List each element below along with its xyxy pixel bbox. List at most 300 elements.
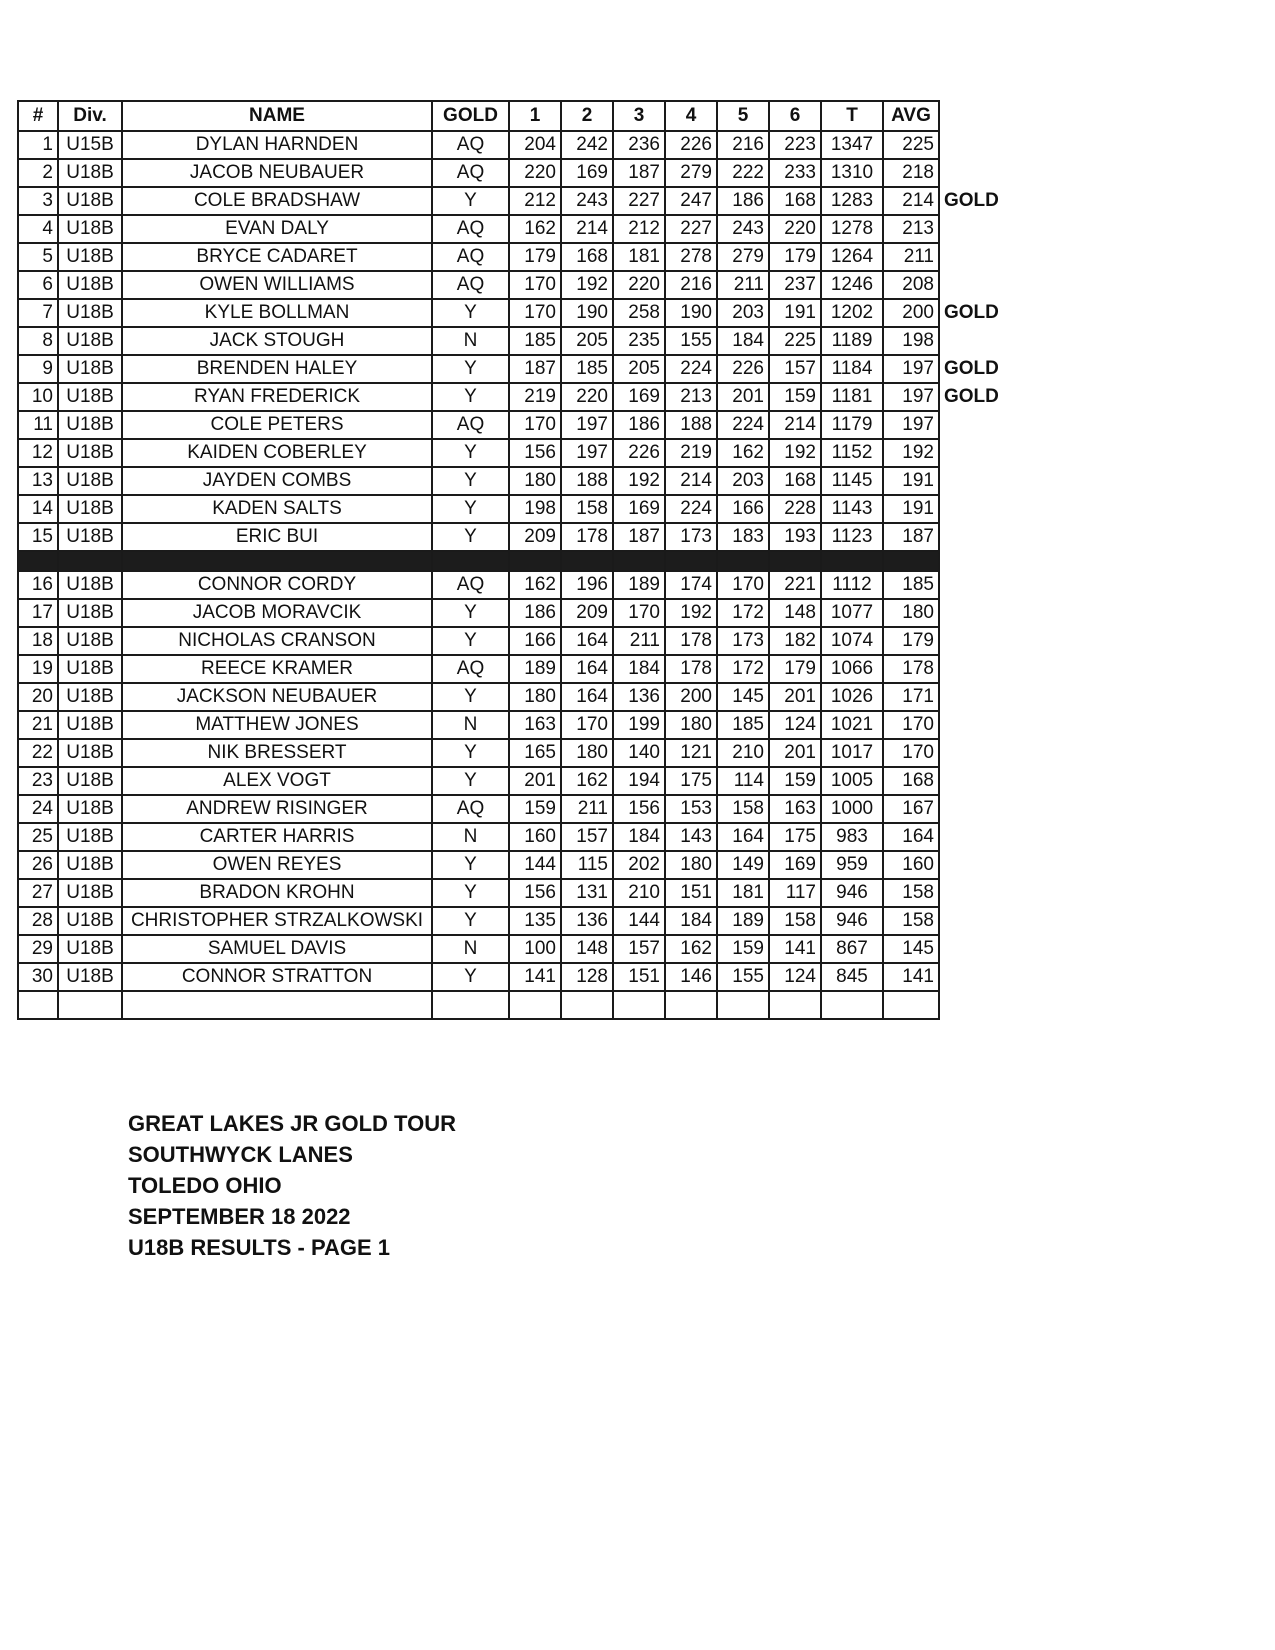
game-6-cell: 179 — [769, 655, 821, 683]
game-6-cell: 201 — [769, 683, 821, 711]
average-cell: 164 — [883, 823, 939, 851]
gold-cell: Y — [432, 299, 509, 327]
game-4-cell: 224 — [665, 495, 717, 523]
total-cell: 1000 — [821, 795, 883, 823]
game-5-cell: 164 — [717, 823, 769, 851]
total-cell: 1017 — [821, 739, 883, 767]
game-4-cell: 200 — [665, 683, 717, 711]
game-1-cell: 100 — [509, 935, 561, 963]
game-6-cell: 191 — [769, 299, 821, 327]
rank-cell: 8 — [18, 327, 58, 355]
gold-cell: Y — [432, 523, 509, 551]
rank-cell: 17 — [18, 599, 58, 627]
division-cell: U18B — [58, 383, 122, 411]
game-6-cell: 148 — [769, 599, 821, 627]
average-cell: 197 — [883, 355, 939, 383]
division-cell: U18B — [58, 411, 122, 439]
average-header: AVG — [883, 101, 939, 131]
gold-cell: Y — [432, 851, 509, 879]
rank-cell: 20 — [18, 683, 58, 711]
table-row — [18, 739, 1004, 767]
division-cell: U18B — [58, 599, 122, 627]
game-5-cell: 203 — [717, 467, 769, 495]
divider-cell — [613, 551, 665, 571]
gold-note-cell: GOLD — [944, 302, 999, 323]
table-row — [18, 523, 1004, 551]
blank-cell — [122, 991, 432, 1019]
table-row — [18, 655, 1004, 683]
event-info — [128, 1108, 456, 1263]
division-cell: U18B — [58, 767, 122, 795]
game-4-cell: 213 — [665, 383, 717, 411]
game-6-cell: 223 — [769, 131, 821, 159]
divider-cell — [883, 551, 939, 571]
game-5-cell: 184 — [717, 327, 769, 355]
game-2-cell: 170 — [561, 711, 613, 739]
average-cell: 178 — [883, 655, 939, 683]
game-5-cell: 145 — [717, 683, 769, 711]
gold-note-cell — [939, 243, 1004, 271]
division-cell: U18B — [58, 467, 122, 495]
game-6-cell: 175 — [769, 823, 821, 851]
total-cell: 1246 — [821, 271, 883, 299]
game-4-cell: 173 — [665, 523, 717, 551]
name-cell: ANDREW RISINGER — [122, 795, 432, 823]
game-4-cell: 174 — [665, 571, 717, 599]
gold-cell: Y — [432, 187, 509, 215]
table-row — [18, 299, 1004, 327]
table-row — [18, 159, 1004, 187]
rank-header: # — [18, 101, 58, 131]
game-2-cell: 205 — [561, 327, 613, 355]
game-1-cell: 204 — [509, 131, 561, 159]
game-5-cell: 172 — [717, 655, 769, 683]
blank-cell — [883, 991, 939, 1019]
division-cell: U18B — [58, 879, 122, 907]
gold-cell: Y — [432, 767, 509, 795]
game-5-cell: 149 — [717, 851, 769, 879]
game-3-cell: 199 — [613, 711, 665, 739]
game-1-cell: 179 — [509, 243, 561, 271]
game-4-cell: 219 — [665, 439, 717, 467]
game-2-cell: 214 — [561, 215, 613, 243]
game-2-cell: 164 — [561, 655, 613, 683]
game-4-cell: 214 — [665, 467, 717, 495]
blank-cell — [665, 991, 717, 1019]
game-3-cell: 187 — [613, 159, 665, 187]
gold-note-cell — [939, 711, 1004, 739]
gold-cell: AQ — [432, 411, 509, 439]
game-3-cell: 144 — [613, 907, 665, 935]
average-cell: 197 — [883, 383, 939, 411]
gold-note-cell — [939, 739, 1004, 767]
game-2-cell: 115 — [561, 851, 613, 879]
game-6-cell: 192 — [769, 439, 821, 467]
gold-cell: Y — [432, 879, 509, 907]
game-5-cell: 226 — [717, 355, 769, 383]
table-row — [18, 187, 1004, 215]
gold-cell: Y — [432, 495, 509, 523]
gold-note-cell — [939, 599, 1004, 627]
division-cell: U18B — [58, 655, 122, 683]
venue-location: TOLEDO OHIO — [128, 1173, 282, 1198]
table-row — [18, 907, 1004, 935]
gold-note-cell — [939, 767, 1004, 795]
game-4-cell: 178 — [665, 655, 717, 683]
total-cell: 1179 — [821, 411, 883, 439]
rank-cell: 4 — [18, 215, 58, 243]
game-6-cell: 163 — [769, 795, 821, 823]
game-1-cell: 186 — [509, 599, 561, 627]
division-cell: U18B — [58, 795, 122, 823]
divider-cell — [122, 551, 432, 571]
name-cell: COLE PETERS — [122, 411, 432, 439]
game-2-cell: 190 — [561, 299, 613, 327]
gold-note-cell — [939, 495, 1004, 523]
rank-cell: 18 — [18, 627, 58, 655]
game-6-cell: 233 — [769, 159, 821, 187]
game-5-cell: 114 — [717, 767, 769, 795]
game-6-cell: 169 — [769, 851, 821, 879]
name-cell: BRYCE CADARET — [122, 243, 432, 271]
game-3-cell: 157 — [613, 935, 665, 963]
total-cell: 1189 — [821, 327, 883, 355]
game-3-cell: 170 — [613, 599, 665, 627]
game-1-cell: 156 — [509, 439, 561, 467]
table-row — [18, 599, 1004, 627]
game-1-cell: 187 — [509, 355, 561, 383]
average-cell: 214 — [883, 187, 939, 215]
average-cell: 170 — [883, 711, 939, 739]
game-2-cell: 164 — [561, 683, 613, 711]
game-1-cell: 135 — [509, 907, 561, 935]
rank-cell: 7 — [18, 299, 58, 327]
game-3-cell: 227 — [613, 187, 665, 215]
total-header: T — [821, 101, 883, 131]
game-3-cell: 184 — [613, 823, 665, 851]
division-cell: U18B — [58, 355, 122, 383]
game-4-cell: 180 — [665, 711, 717, 739]
gold-cell: N — [432, 823, 509, 851]
name-cell: COLE BRADSHAW — [122, 187, 432, 215]
division-cell: U18B — [58, 963, 122, 991]
game-6-cell: 201 — [769, 739, 821, 767]
name-cell: KAIDEN COBERLEY — [122, 439, 432, 467]
blank-cell — [821, 991, 883, 1019]
gold-cell: AQ — [432, 571, 509, 599]
rank-cell: 23 — [18, 767, 58, 795]
total-cell: 845 — [821, 963, 883, 991]
name-cell: JAYDEN COMBS — [122, 467, 432, 495]
gold-note-cell — [939, 655, 1004, 683]
game-2-cell: 197 — [561, 439, 613, 467]
game-1-cell: 170 — [509, 411, 561, 439]
results-table — [17, 100, 1005, 1020]
total-cell: 1143 — [821, 495, 883, 523]
gold-note-cell — [939, 327, 1004, 355]
game-6-cell: 221 — [769, 571, 821, 599]
division-cell: U18B — [58, 739, 122, 767]
gold-cell: Y — [432, 439, 509, 467]
total-cell: 1005 — [821, 767, 883, 795]
divider-note-spacer — [939, 551, 1004, 571]
total-cell: 959 — [821, 851, 883, 879]
division-cell: U18B — [58, 187, 122, 215]
average-cell: 191 — [883, 495, 939, 523]
game-5-cell: 203 — [717, 299, 769, 327]
total-cell: 1310 — [821, 159, 883, 187]
rank-cell: 11 — [18, 411, 58, 439]
rank-cell: 6 — [18, 271, 58, 299]
division-cell: U15B — [58, 131, 122, 159]
game-1-cell: 170 — [509, 271, 561, 299]
name-cell: JACKSON NEUBAUER — [122, 683, 432, 711]
game-2-cell: 162 — [561, 767, 613, 795]
average-cell: 170 — [883, 739, 939, 767]
game-6-cell: 225 — [769, 327, 821, 355]
blank-cell — [613, 991, 665, 1019]
name-cell: CONNOR STRATTON — [122, 963, 432, 991]
table-row — [18, 439, 1004, 467]
game-1-cell: 198 — [509, 495, 561, 523]
rank-cell: 29 — [18, 935, 58, 963]
rank-cell: 12 — [18, 439, 58, 467]
average-cell: 218 — [883, 159, 939, 187]
average-cell: 145 — [883, 935, 939, 963]
game-5-cell: 172 — [717, 599, 769, 627]
game-1-cell: 160 — [509, 823, 561, 851]
game-2-cell: 136 — [561, 907, 613, 935]
rank-cell: 28 — [18, 907, 58, 935]
name-cell: EVAN DALY — [122, 215, 432, 243]
game-3-cell: 151 — [613, 963, 665, 991]
game-4-cell: 227 — [665, 215, 717, 243]
gold-note-cell — [939, 131, 1004, 159]
rank-cell: 14 — [18, 495, 58, 523]
game-6-cell: 141 — [769, 935, 821, 963]
game-4-cell: 143 — [665, 823, 717, 851]
game-3-cell: 226 — [613, 439, 665, 467]
gold-note-cell — [939, 823, 1004, 851]
division-header: Div. — [58, 101, 122, 131]
name-cell: KYLE BOLLMAN — [122, 299, 432, 327]
game-1-cell: 185 — [509, 327, 561, 355]
game-2-header: 2 — [561, 101, 613, 131]
rank-cell: 3 — [18, 187, 58, 215]
divider-cell — [432, 551, 509, 571]
header-row — [18, 101, 1004, 131]
game-3-header: 3 — [613, 101, 665, 131]
game-5-cell: 181 — [717, 879, 769, 907]
game-3-cell: 202 — [613, 851, 665, 879]
rank-cell: 9 — [18, 355, 58, 383]
average-cell: 158 — [883, 907, 939, 935]
gold-note-cell: GOLD — [944, 386, 999, 407]
rank-cell: 2 — [18, 159, 58, 187]
name-cell: KADEN SALTS — [122, 495, 432, 523]
average-cell: 180 — [883, 599, 939, 627]
game-3-cell: 212 — [613, 215, 665, 243]
gold-note-cell — [939, 935, 1004, 963]
total-cell: 1202 — [821, 299, 883, 327]
game-4-cell: 184 — [665, 907, 717, 935]
game-4-cell: 180 — [665, 851, 717, 879]
total-cell: 1145 — [821, 467, 883, 495]
blank-cell — [432, 991, 509, 1019]
blank-cell — [561, 991, 613, 1019]
game-3-cell: 194 — [613, 767, 665, 795]
game-5-cell: 189 — [717, 907, 769, 935]
gold-note-cell: GOLD — [944, 190, 999, 211]
gold-note-cell — [939, 439, 1004, 467]
gold-note-cell — [939, 879, 1004, 907]
rank-cell: 19 — [18, 655, 58, 683]
table-row — [18, 627, 1004, 655]
table-row — [18, 243, 1004, 271]
average-cell: 198 — [883, 327, 939, 355]
game-5-cell: 173 — [717, 627, 769, 655]
game-5-cell: 185 — [717, 711, 769, 739]
gold-cell: AQ — [432, 131, 509, 159]
game-4-cell: 188 — [665, 411, 717, 439]
average-cell: 225 — [883, 131, 939, 159]
total-cell: 1123 — [821, 523, 883, 551]
total-cell: 1283 — [821, 187, 883, 215]
total-cell: 1278 — [821, 215, 883, 243]
name-cell: ALEX VOGT — [122, 767, 432, 795]
game-1-cell: 201 — [509, 767, 561, 795]
total-cell: 1077 — [821, 599, 883, 627]
game-3-cell: 205 — [613, 355, 665, 383]
average-cell: 197 — [883, 411, 939, 439]
division-cell: U18B — [58, 571, 122, 599]
name-cell: DYLAN HARNDEN — [122, 131, 432, 159]
game-6-cell: 158 — [769, 907, 821, 935]
game-6-cell: 237 — [769, 271, 821, 299]
average-cell: 191 — [883, 467, 939, 495]
game-2-cell: 197 — [561, 411, 613, 439]
gold-note-cell — [939, 215, 1004, 243]
gold-note-cell: GOLD — [944, 358, 999, 379]
blank-cell — [58, 991, 122, 1019]
blank-cell — [18, 991, 58, 1019]
rank-cell: 16 — [18, 571, 58, 599]
average-cell: 168 — [883, 767, 939, 795]
game-2-cell: 209 — [561, 599, 613, 627]
table-row — [18, 383, 1004, 411]
game-5-cell: 216 — [717, 131, 769, 159]
divider-cell — [561, 551, 613, 571]
game-1-cell: 144 — [509, 851, 561, 879]
rank-cell: 10 — [18, 383, 58, 411]
division-cell: U18B — [58, 271, 122, 299]
game-6-cell: 179 — [769, 243, 821, 271]
gold-header: GOLD — [432, 101, 509, 131]
game-4-cell: 226 — [665, 131, 717, 159]
game-4-cell: 224 — [665, 355, 717, 383]
total-cell: 1026 — [821, 683, 883, 711]
name-cell: SAMUEL DAVIS — [122, 935, 432, 963]
game-1-cell: 180 — [509, 683, 561, 711]
gold-cell: AQ — [432, 795, 509, 823]
game-6-header: 6 — [769, 101, 821, 131]
rank-cell: 1 — [18, 131, 58, 159]
game-3-cell: 186 — [613, 411, 665, 439]
game-6-cell: 182 — [769, 627, 821, 655]
division-cell: U18B — [58, 711, 122, 739]
game-1-cell: 159 — [509, 795, 561, 823]
name-cell: BRENDEN HALEY — [122, 355, 432, 383]
total-cell: 1264 — [821, 243, 883, 271]
game-1-cell: 162 — [509, 215, 561, 243]
division-cell: U18B — [58, 907, 122, 935]
total-cell: 1112 — [821, 571, 883, 599]
game-1-cell: 212 — [509, 187, 561, 215]
divider-cell — [717, 551, 769, 571]
game-2-cell: 131 — [561, 879, 613, 907]
blank-cell — [509, 991, 561, 1019]
game-2-cell: 243 — [561, 187, 613, 215]
game-5-cell: 186 — [717, 187, 769, 215]
average-cell: 200 — [883, 299, 939, 327]
gold-note-cell — [939, 907, 1004, 935]
game-2-cell: 220 — [561, 383, 613, 411]
game-4-cell: 151 — [665, 879, 717, 907]
total-cell: 1347 — [821, 131, 883, 159]
game-5-cell: 224 — [717, 411, 769, 439]
table-row — [18, 215, 1004, 243]
game-4-cell: 162 — [665, 935, 717, 963]
gold-cell: Y — [432, 683, 509, 711]
divider-cell — [509, 551, 561, 571]
division-cell: U18B — [58, 159, 122, 187]
game-5-header: 5 — [717, 101, 769, 131]
game-1-cell: 180 — [509, 467, 561, 495]
game-4-cell: 192 — [665, 599, 717, 627]
total-cell: 1074 — [821, 627, 883, 655]
name-cell: CHRISTOPHER STRZALKOWSKI — [122, 907, 432, 935]
table-row — [18, 571, 1004, 599]
division-cell: U18B — [58, 683, 122, 711]
game-2-cell: 178 — [561, 523, 613, 551]
name-cell: RYAN FREDERICK — [122, 383, 432, 411]
game-5-cell: 210 — [717, 739, 769, 767]
gold-note-cell — [939, 411, 1004, 439]
name-cell: NIK BRESSERT — [122, 739, 432, 767]
game-3-cell: 156 — [613, 795, 665, 823]
game-6-cell: 168 — [769, 467, 821, 495]
gold-cell: Y — [432, 355, 509, 383]
average-cell: 179 — [883, 627, 939, 655]
tour-name: GREAT LAKES JR GOLD TOUR — [128, 1111, 456, 1136]
gold-note-cell — [939, 523, 1004, 551]
divider-cell — [665, 551, 717, 571]
gold-cell: Y — [432, 963, 509, 991]
total-cell: 946 — [821, 879, 883, 907]
average-cell: 208 — [883, 271, 939, 299]
total-cell: 983 — [821, 823, 883, 851]
gold-cell: Y — [432, 599, 509, 627]
division-cell: U18B — [58, 439, 122, 467]
table-row — [18, 683, 1004, 711]
gold-note-cell — [939, 467, 1004, 495]
gold-cell: AQ — [432, 215, 509, 243]
game-2-cell: 185 — [561, 355, 613, 383]
game-5-cell: 243 — [717, 215, 769, 243]
table-row — [18, 879, 1004, 907]
total-cell: 1152 — [821, 439, 883, 467]
game-6-cell: 220 — [769, 215, 821, 243]
